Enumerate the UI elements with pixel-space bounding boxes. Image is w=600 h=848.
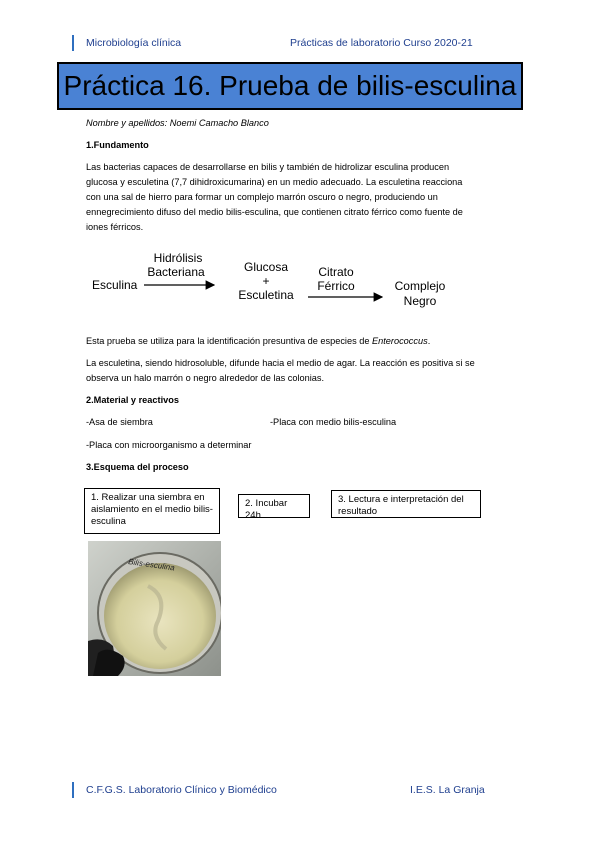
reaction-arrow1-bottom: Bacteriana <box>147 265 205 279</box>
reaction-arrow1-top: Hidrólisis <box>153 251 203 265</box>
material-item-2: -Placa con medio bilis-esculina <box>270 417 397 427</box>
reaction-arrow2-top: Citrato <box>318 265 354 279</box>
para3-line1: La esculetina, siendo hidrosoluble, difunde hacia el medio de agar. La reacción es positiva si se <box>86 358 475 368</box>
footer-school: I.E.S. La Granja <box>410 784 485 796</box>
title-banner <box>57 62 523 110</box>
reaction-diagram <box>86 250 466 320</box>
process-step-2: 2. Incubar 24h <box>238 494 310 518</box>
genus-name: Enterococcus <box>372 336 428 346</box>
header-course: Prácticas de laboratorio Curso 2020-21 <box>290 37 473 49</box>
author-line: Nombre y apellidos: Noemi Camacho Blanco <box>86 118 269 128</box>
page-title: Práctica 16. Prueba de bilis-esculina <box>63 70 517 101</box>
reaction-product-esculetin: Esculetina <box>238 288 294 302</box>
para3-line2: observa un halo marrón o negro alrededor de las colonias. <box>86 373 325 383</box>
section1-line2: glucosa y esculetina (7,7 dihidroxicumarina) en un medio adecuado. La esculetina reacciona <box>86 177 463 187</box>
reaction-arrow2-bottom: Férrico <box>317 279 355 293</box>
identification-sentence: Esta prueba se utiliza para la identificación presuntiva de especies de Enterococcus. <box>86 336 431 346</box>
section1-line5: iones férricos. <box>86 222 144 232</box>
reaction-plus: + <box>262 274 270 288</box>
section1-heading: 1.Fundamento <box>86 140 149 150</box>
section3-heading: 3.Esquema del proceso <box>86 462 189 472</box>
material-item-1: -Asa de siembra <box>86 417 153 427</box>
header-subject: Microbiología clínica <box>86 37 182 49</box>
section1-line1: Las bacterias capaces de desarrollarse en bilis y también de hidrolizar esculina producen <box>86 162 450 172</box>
section1-line3: con una sal de hierro para formar un complejo marrón oscuro o negro, produciendo un <box>86 192 438 202</box>
section1-line4: ennegrecimiento difuso del medio bilis-esculina, que contienen citrato férrico como fuente de <box>86 207 463 217</box>
footer-accent-bar <box>72 782 74 798</box>
reaction-product-glucose: Glucosa <box>243 260 289 274</box>
reaction-substrate: Esculina <box>92 278 138 292</box>
material-item-3: -Placa con microorganismo a determinar <box>86 440 252 450</box>
petri-dish-photo <box>88 541 221 676</box>
footer-program: C.F.G.S. Laboratorio Clínico y Biomédico <box>86 784 277 796</box>
section2-heading: 2.Material y reactivos <box>86 395 179 405</box>
process-step-1: 1. Realizar una siembra en aislamiento en el medio bilis-esculina <box>84 488 220 534</box>
header-accent-bar <box>72 35 74 51</box>
reaction-product-black: Negro <box>403 294 437 308</box>
petri-dish-label: Bilis-esculina <box>127 557 176 573</box>
process-step-3: 3. Lectura e interpretación del resultado <box>331 490 481 518</box>
reaction-product-complex: Complejo <box>394 279 446 293</box>
